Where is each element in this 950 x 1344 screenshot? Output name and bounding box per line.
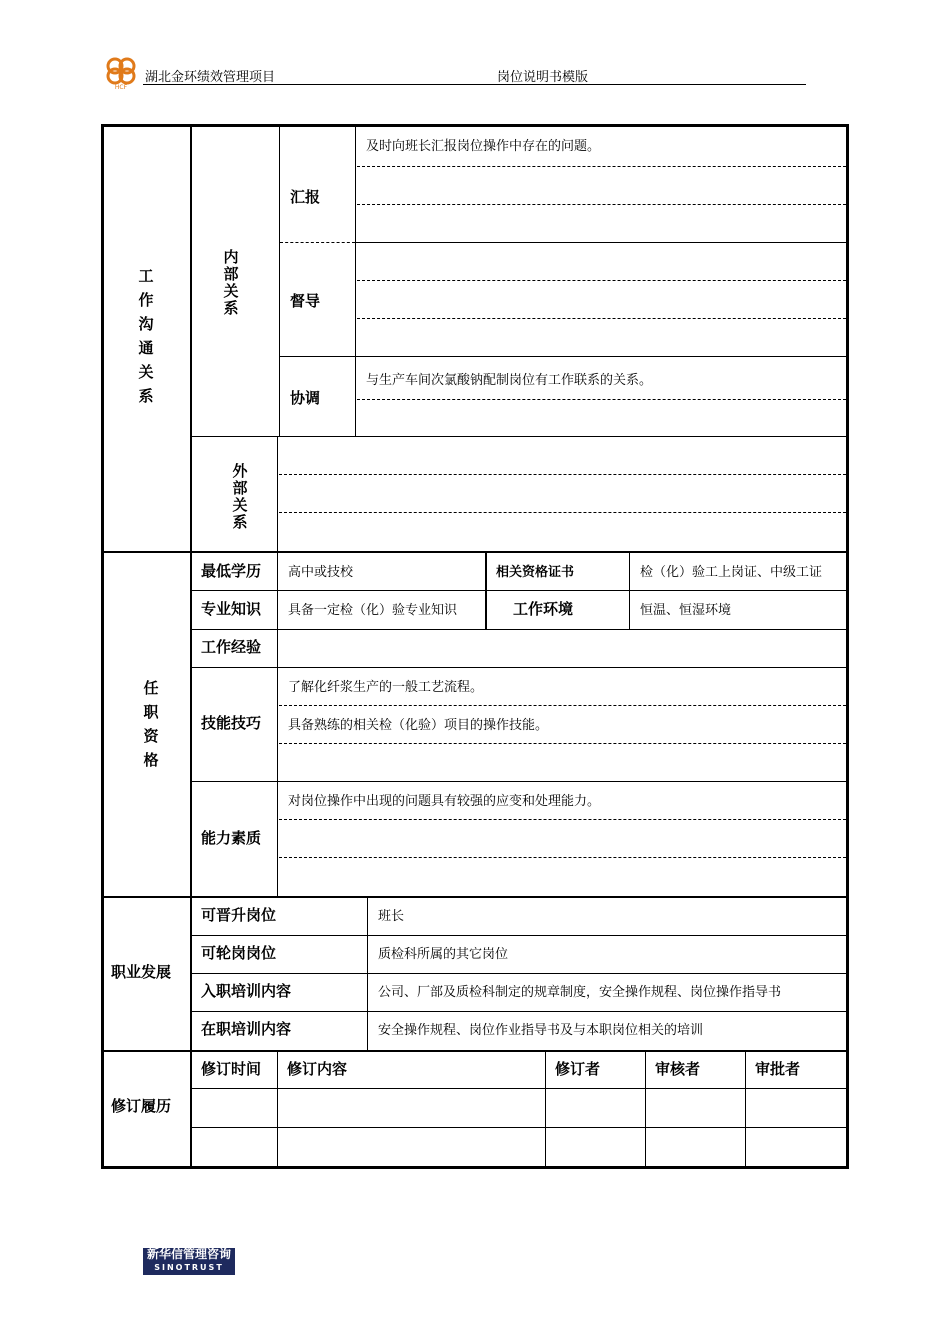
footer-brand-en: SINOTRUST	[154, 1263, 224, 1272]
section-career-title: 职业发展	[111, 963, 172, 981]
skill-text-1: 了解化纤浆生产的一般工艺流程。	[288, 680, 484, 695]
project-name: 湖北金环绩效管理项目	[145, 70, 276, 85]
supervise-label: 督导	[290, 292, 321, 310]
job-description-table	[101, 124, 849, 1169]
header-rule	[143, 84, 806, 85]
report-text: 及时向班长汇报岗位操作中存在的问题。	[366, 139, 601, 154]
ability-label: 能力素质	[201, 829, 262, 847]
env-label: 工作环境	[513, 600, 574, 618]
hcf-logo-icon	[103, 54, 139, 90]
cert-value: 检（化）验工上岗证、中级工证	[640, 565, 823, 580]
section-communication-title: 工 作 沟 通 关 系	[138, 267, 154, 405]
edu-label: 最低学历	[201, 562, 262, 580]
doc-title: 岗位说明书模版	[497, 70, 589, 85]
rev-col-approver: 审批者	[755, 1060, 801, 1078]
footer-brand: 新华信管理咨询	[146, 1247, 231, 1261]
env-value: 恒温、恒湿环境	[640, 603, 732, 618]
exp-label: 工作经验	[201, 638, 262, 656]
section-revision-title: 修订履历	[111, 1097, 172, 1115]
onjob-value: 安全操作规程、岗位作业指导书及与本职岗位相关的培训	[378, 1023, 704, 1038]
rev-col-content: 修订内容	[287, 1060, 348, 1078]
ability-text-1: 对岗位操作中出现的问题具有较强的应变和处理能力。	[288, 794, 601, 809]
report-label: 汇报	[290, 188, 321, 206]
rev-col-reviewer: 审核者	[655, 1060, 701, 1078]
knowledge-value: 具备一定检（化）验专业知识	[288, 603, 458, 618]
edu-value: 高中或技校	[288, 565, 354, 580]
section-qualification-title: 任 职 资 格	[143, 679, 159, 769]
onboard-label: 入职培训内容	[201, 982, 292, 1000]
promo-label: 可晋升岗位	[201, 906, 277, 924]
internal-relations-label: 内 部 关 系	[223, 248, 239, 317]
coordinate-text: 与生产车间次氯酸钠配制岗位有工作联系的关系。	[366, 373, 653, 388]
logo-text: HCF	[114, 84, 128, 90]
knowledge-label: 专业知识	[201, 600, 262, 618]
coordinate-label: 协调	[290, 389, 321, 407]
onboard-value: 公司、厂部及质检科制定的规章制度，安全操作规程、岗位操作指导书	[378, 985, 782, 1000]
rev-col-date: 修订时间	[201, 1060, 262, 1078]
rev-col-reviser: 修订者	[555, 1060, 601, 1078]
skill-text-2: 具备熟练的相关检（化验）项目的操作技能。	[288, 718, 549, 733]
external-relations-label: 外 部 关 系	[232, 462, 248, 531]
cert-label: 相关资格证书	[496, 565, 575, 580]
onjob-label: 在职培训内容	[201, 1020, 292, 1038]
sinotrust-logo	[143, 1248, 235, 1275]
promo-value: 班长	[378, 909, 405, 924]
rotate-label: 可轮岗岗位	[201, 944, 277, 962]
rotate-value: 质检科所属的其它岗位	[378, 947, 509, 962]
skill-label: 技能技巧	[201, 714, 262, 732]
